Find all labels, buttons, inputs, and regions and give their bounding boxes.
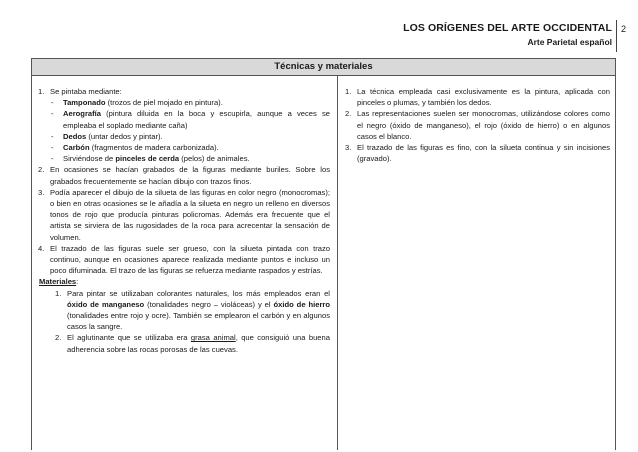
list-item: 3. El trazado de las figuras es fino, con la silueta continua y sin incisiones (gravado).: [345, 143, 610, 164]
list-item: 1. La técnica empleada casi exclusivamente es la pintura, aplicada con pinceles o plumas, y también los dedos.: [345, 87, 610, 108]
left-column: [38, 86, 330, 355]
list-item: 3. Podía aparecer el dibujo de la silueta de las figuras en color negro (monocromas); o bien en otras ocasiones se le añadía a la silueta en negro un relleno en diversos tonos de rojo que producía pinturas policromas. Además era frecuente que el artista se sirviera de las rugosidades de la roca para acrecentar la sensación de volumen.: [38, 187, 330, 242]
right-column: [345, 86, 610, 164]
materials-heading: Materiales:: [39, 277, 79, 287]
technique-item: - Tamponado (trozos de piel mojado en pintura).: [51, 98, 223, 108]
materials-item: 1. Para pintar se utilizaban colorantes naturales, los más empleados eran el óxido de manganeso (tonalidades negro – violáceas) y el óxido de hierro (tonalidades entre rojo y ocre). También se emplearon el carbón y en algunos casos la sangre.: [55, 288, 330, 332]
technique-item: - Sirviéndose de pinceles de cerda (pelos) de animales.: [51, 154, 250, 164]
page-number: 2: [620, 24, 626, 34]
document-subtitle: Arte Parietal español: [527, 37, 612, 47]
technique-item: - Carbón (fragmentos de madera carbonizada).: [51, 143, 219, 153]
content-table: [31, 76, 616, 450]
list-item: 4. El trazado de las figuras suele ser grueso, con la silueta pintada con trazo continuo, aunque en ocasiones aparece realizada mediante puntos e incluso un poco difuminada. El trazo de las figuras se refuerza mediante raspados y estrías.: [38, 243, 330, 276]
list-item: 1. Se pintaba mediante:: [38, 87, 122, 96]
technique-item: - Aerografía (pintura diluida en la boca y escupirla, aunque a veces se empleaba el soplado mediante caña): [51, 109, 330, 130]
materials-item: 2. El aglutinante que se utilizaba era grasa animal, que consiguió una buena adherencia sobre las rocas porosas de las cuevas.: [55, 333, 330, 354]
document-title: LOS ORÍGENES DEL ARTE OCCIDENTAL: [403, 22, 612, 34]
section-title: Técnicas y materiales: [31, 58, 616, 76]
column-divider: [337, 76, 338, 450]
list-item: 2. Las representaciones suelen ser monocromas, utilizándose colores como el negro (óxido de manganeso), el rojo (óxido de hierro) o en algunos casos el blanco.: [345, 109, 610, 141]
header-divider: [616, 20, 617, 52]
list-item: 2. En ocasiones se hacían grabados de la figuras mediante buriles. Sobre los grabados frecuentemente se hacían dibujo con trazos finos.: [38, 165, 330, 186]
technique-item: - Dedos (untar dedos y pintar).: [51, 131, 163, 141]
document-header: [403, 22, 612, 47]
